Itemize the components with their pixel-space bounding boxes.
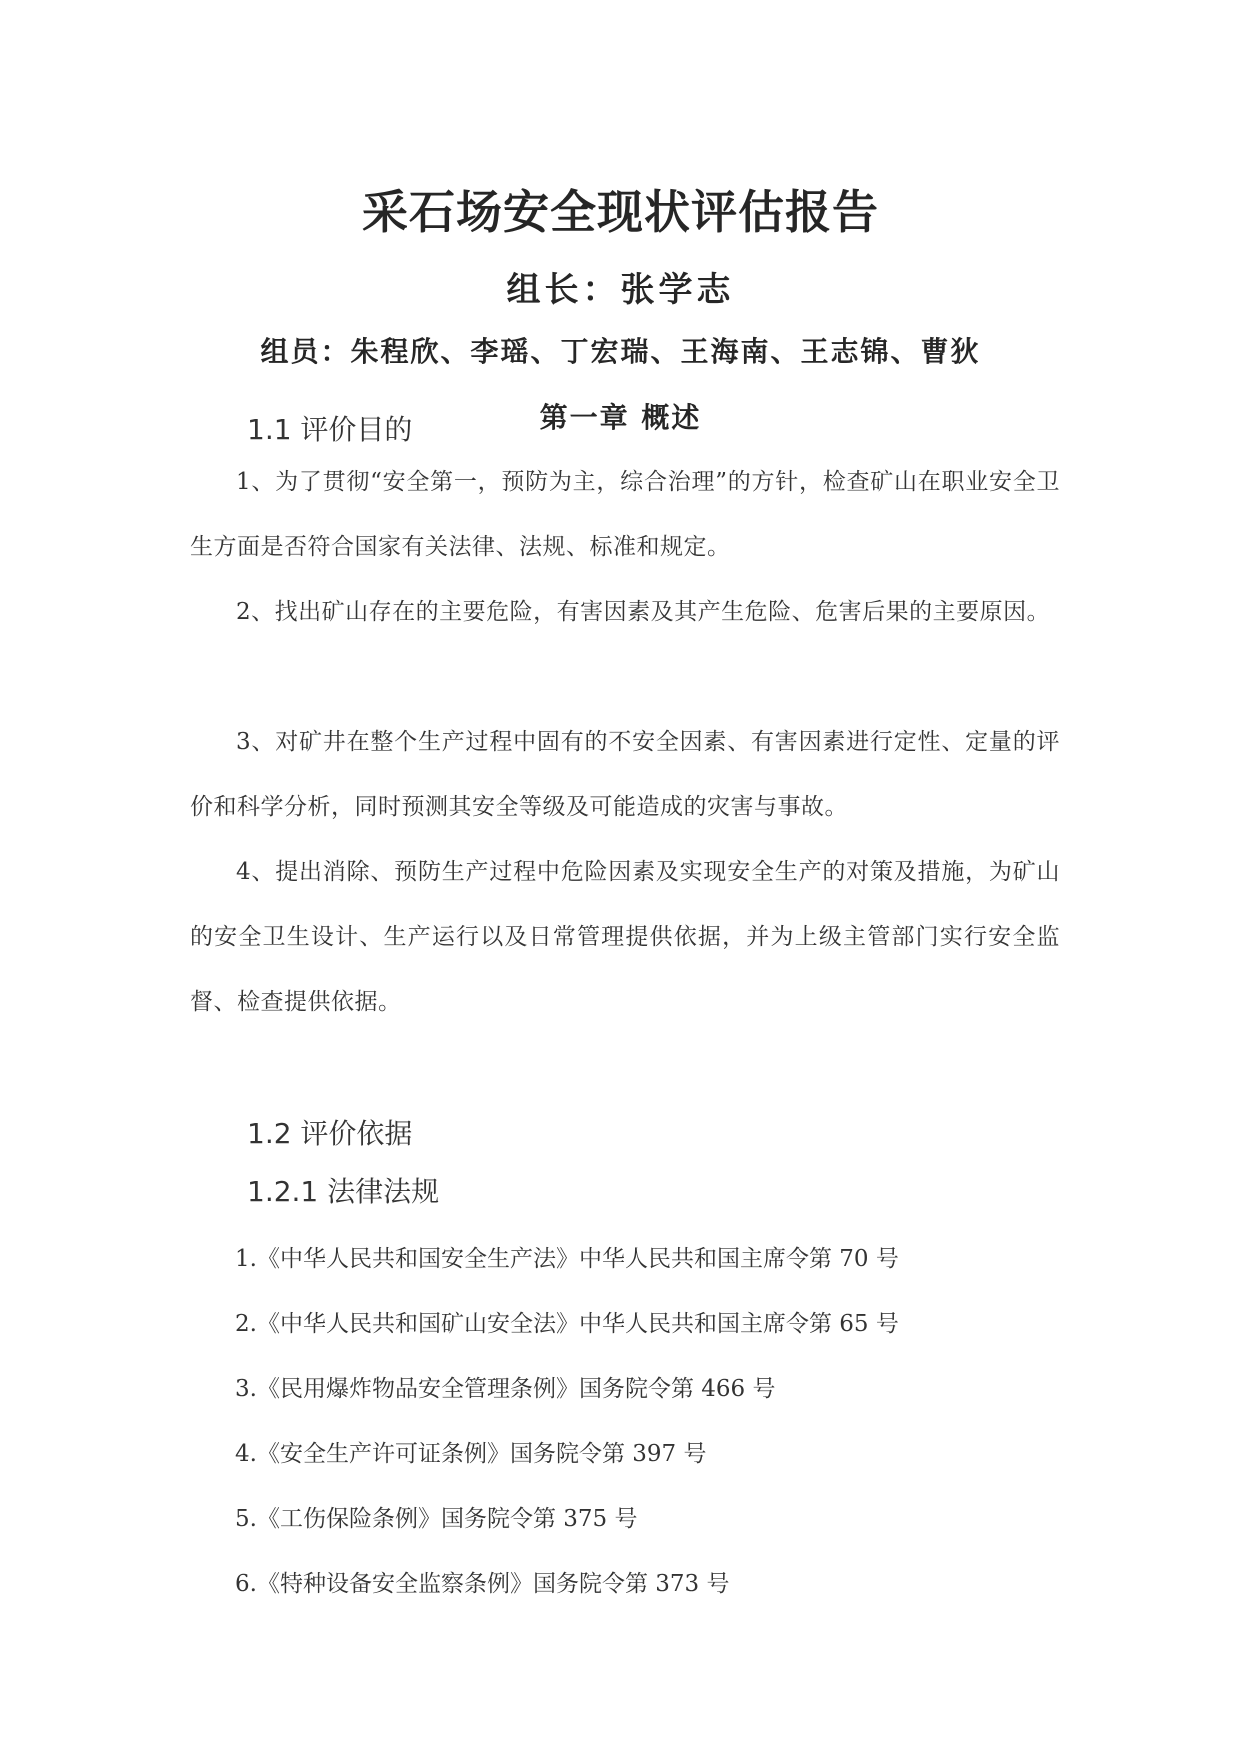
purpose-paragraph-3: 3、对矿井在整个生产过程中固有的不安全因素、有害因素进行定性、定量的评价和科学分析，同时预测其安全等级及可能造成的灾害与事故。 xyxy=(190,729,1060,820)
purpose-paragraph-1: 1、为了贯彻“安全第一，预防为主，综合治理”的方针，检查矿山在职业安全卫生方面是否符合国家有关法律、法规、标准和规定。 xyxy=(190,469,1060,560)
chapter-heading: 第一章 概述 xyxy=(539,401,702,434)
section-heading-1-2-1: 1.2.1 法律法规 xyxy=(247,1175,440,1208)
document-title: 采石场安全现状评估报告 xyxy=(362,185,879,239)
section-heading-1-1: 1.1 评价目的 xyxy=(247,413,413,446)
law-item-1: 1.《中华人民共和国安全生产法》中华人民共和国主席令第 70 号 xyxy=(235,1246,899,1272)
law-item-4: 4.《安全生产许可证条例》国务院令第 397 号 xyxy=(235,1441,707,1467)
section-heading-1-2: 1.2 评价依据 xyxy=(247,1117,413,1150)
law-item-2: 2.《中华人民共和国矿山安全法》中华人民共和国主席令第 65 号 xyxy=(235,1311,899,1337)
team-leader: 组长：张学志 xyxy=(506,270,735,310)
law-item-3: 3.《民用爆炸物品安全管理条例》国务院令第 466 号 xyxy=(235,1376,776,1402)
law-item-5: 5.《工伤保险条例》国务院令第 375 号 xyxy=(235,1506,638,1532)
purpose-paragraph-2: 2、找出矿山存在的主要危险，有害因素及其产生危险、危害后果的主要原因。 xyxy=(236,599,1051,625)
law-item-6: 6.《特种设备安全监察条例》国务院令第 373 号 xyxy=(235,1571,730,1597)
purpose-paragraph-4: 4、提出消除、预防生产过程中危险因素及实现安全生产的对策及措施，为矿山的安全卫生设计、生产运行以及日常管理提供依据，并为上级主管部门实行安全监督、检查提供依据。 xyxy=(190,859,1060,1015)
team-members: 组员：朱程欣、李瑶、丁宏瑞、王海南、王志锦、曹狄 xyxy=(260,335,981,368)
